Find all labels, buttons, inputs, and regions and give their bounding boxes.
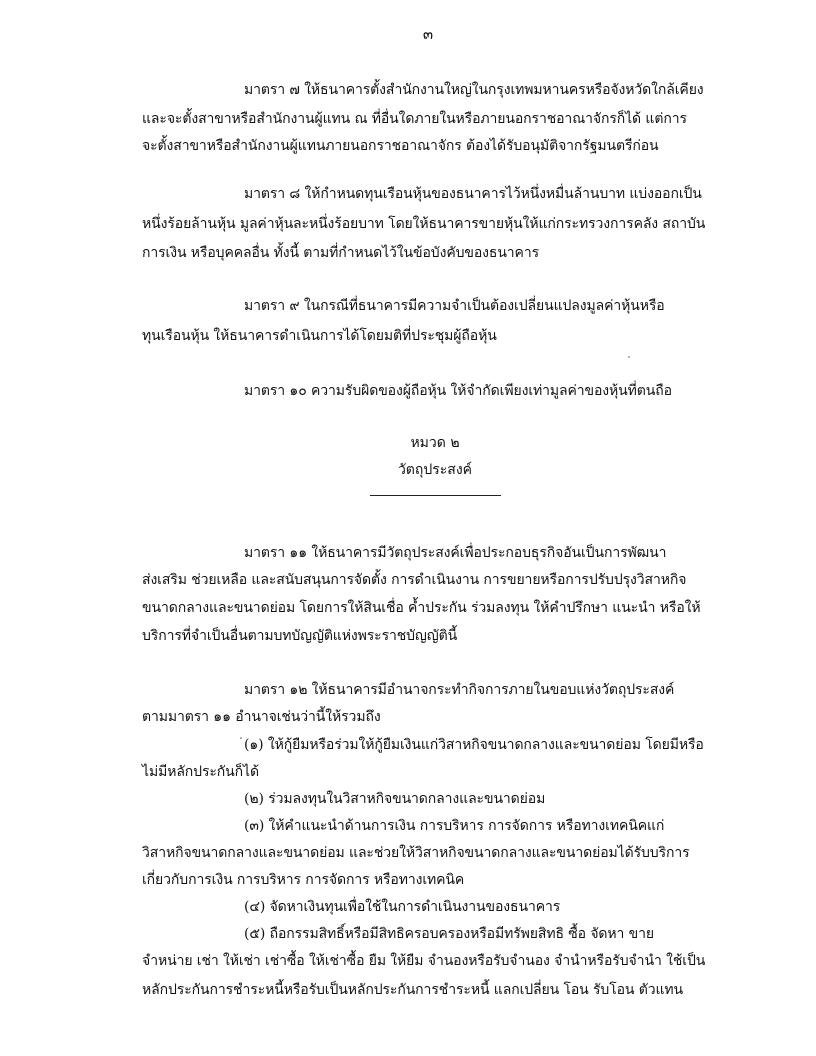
page-number: ๓ [422, 25, 434, 43]
item-3-line-2: วิสาหกิจขนาดกลางและขนาดย่อม และช่วยให้วิสาหกิจขนาดกลางและขนาดย่อมได้รับบริการ [142, 845, 690, 861]
item-3-line-3: เกี่ยวกับการเงิน การบริหาร การจัดการ หรือทางเทคนิค [142, 872, 465, 888]
item-2-line-1: (๒) ร่วมลงทุนในวิสาหกิจขนาดกลางและขนาดย่อม [244, 791, 546, 807]
section-12-line-2: ตามมาตรา ๑๑ อำนาจเช่นว่านี้ให้รวมถึง [142, 709, 381, 725]
section-11-line-3: ขนาดกลางและขนาดย่อม โดยการให้สินเชื่อ ค้ำประกัน ร่วมลงทุน ให้คำปรึกษา แนะนำ หรือให้ [142, 600, 701, 616]
item-5-line-2: จำหน่าย เช่า ให้เช่า เช่าซื้อ ให้เช่าซื้อ ยืม ให้ยืม จำนองหรือรับจำนอง จำนำหรือรับจำนำ ใช้เป็น [142, 953, 706, 969]
section-11-line-2: ส่งเสริม ช่วยเหลือ และสนับสนุนการจัดตั้ง การดำเนินงาน การขยายหรือการปรับปรุงวิสาหกิจ [142, 572, 687, 588]
section-8-line-3: การเงิน หรือบุคคลอื่น ทั้งนี้ ตามที่กำหนดไว้ในข้อบังคับของธนาคาร [142, 245, 540, 261]
chapter-title: วัตถุประสงค์ [397, 462, 473, 478]
item-5-line-1: (๕) ถือกรรมสิทธิ์หรือมีสิทธิครอบครองหรือมีทรัพยสิทธิ ซื้อ จัดหา ขาย [244, 926, 654, 942]
scan-speck [240, 737, 242, 739]
section-11-line-1: มาตรา ๑๑ ให้ธนาคารมีวัตถุประสงค์เพื่อประกอบธุรกิจอันเป็นการพัฒนา [244, 545, 667, 561]
section-11-line-4: บริการที่จำเป็นอื่นตามบทบัญญัติแห่งพระราชบัญญัตินี้ [142, 628, 458, 644]
item-3-line-1: (๓) ให้คำแนะนำด้านการเงิน การบริหาร การจัดการ หรือทางเทคนิคแก่ [244, 818, 665, 834]
item-4-line-1: (๔) จัดหาเงินทุนเพื่อใช้ในการดำเนินงานของธนาคาร [244, 899, 561, 915]
scan-speck [628, 356, 630, 358]
section-8-line-2: หนึ่งร้อยล้านหุ้น มูลค่าหุ้นละหนึ่งร้อยบาท โดยให้ธนาคารขายหุ้นให้แก่กระทรวงการคลัง สถาบัน [142, 216, 706, 232]
chapter-number: หมวด ๒ [410, 435, 460, 451]
item-5-line-3: หลักประกันการชำระหนี้หรือรับเป็นหลักประกันการชำระหนี้ แลกเปลี่ยน โอน รับโอน ตัวแทน [142, 982, 684, 998]
section-9-line-1: มาตรา ๙ ในกรณีที่ธนาคารมีความจำเป็นต้องเปลี่ยนแปลงมูลค่าหุ้นหรือ [244, 298, 665, 314]
section-12-line-1: มาตรา ๑๒ ให้ธนาคารมีอำนาจกระทำกิจการภายในขอบแห่งวัตถุประสงค์ [244, 682, 675, 698]
item-1-line-1: (๑) ให้กู้ยืมหรือร่วมให้กู้ยืมเงินแก่วิสาหกิจขนาดกลางและขนาดย่อม โดยมีหรือ [244, 737, 704, 753]
section-9-line-2: ทุนเรือนหุ้น ให้ธนาคารดำเนินการได้โดยมติที่ประชุมผู้ถือหุ้น [142, 328, 497, 344]
section-7-line-1: มาตรา ๗ ให้ธนาคารตั้งสำนักงานใหญ่ในกรุงเทพมหานครหรือจังหวัดใกล้เคียง [244, 82, 704, 98]
section-7-line-2: และจะตั้งสาขาหรือสำนักงานผู้แทน ณ ที่อื่นใดภายในหรือภายนอกราชอาณาจักรก็ได้ แต่การ [142, 111, 687, 127]
section-8-line-1: มาตรา ๘ ให้กำหนดทุนเรือนหุ้นของธนาคารไว้หนึ่งหมื่นล้านบาท แบ่งออกเป็น [244, 186, 702, 202]
section-7-line-3: จะตั้งสาขาหรือสำนักงานผู้แทนภายนอกราชอาณาจักร ต้องได้รับอนุมัติจากรัฐมนตรีก่อน [142, 138, 659, 154]
section-10-line-1: มาตรา ๑๐ ความรับผิดของผู้ถือหุ้น ให้จำกัดเพียงเท่ามูลค่าของหุ้นที่ตนถือ [244, 383, 672, 399]
chapter-divider [370, 495, 501, 496]
item-1-line-2: ไม่มีหลักประกันก็ได้ [142, 764, 259, 780]
